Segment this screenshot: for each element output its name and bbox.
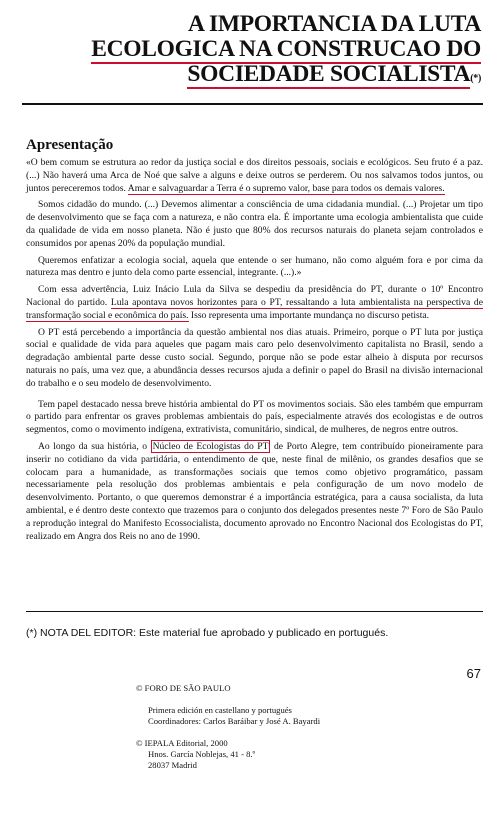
paragraph-1 [26,157,483,195]
article-title [21,12,481,91]
paragraph-1-highlight: Amar e salvaguardar a Terra é o supremo valor, base para todos os demais valores. [127,182,445,194]
paragraph-4-highlight: Lula apontava novos horizontes para o PT, ressaltando a luta ambientalista na perspectiva de transformação social e econômica do país. [26,296,483,321]
paragraph-6: Tem papel destacado nessa breve história ambiental do PT os movimentos sociais. São eles também que empurram o partido para enfrentar os graves problemas ambientais do país, especialmente através dos ecologistas e de outros segmentos, como o movimento indígena, extrativista, comunitário, sindical, de mulheres, de negros entre outros. [26,398,483,436]
paragraph-7 [26,441,483,543]
paragraph-4-text: Com essa advertência, Luiz Inácio Lula da Silva se despediu da presidência do PT, durante o 10º Encontro Nacional do partido. [26,284,483,308]
colophon-edition: Primera edición en castellano y portugués [148,705,292,715]
article-body [26,157,483,547]
colophon-copyright-foro: © FORO DE SÃO PAULO [136,683,231,693]
title-note-marker: (*) [470,73,481,84]
title-line-3-underlined: SOCIEDADE SOCIALISTA [187,61,471,87]
title-line-2 [21,37,481,62]
colophon-copyright-iepala: © IEPALA Editorial, 2000 [136,738,228,748]
colophon-address-city: 28037 Madrid [148,760,197,770]
paragraph-7-tail: de Porto Alegre, tem contribuído pioneiramente para inserir no cotidiano da vida partidária, o entendimento de que, neste final de milênio, os grandes desafios que se colocam para a humanidade, as transformações sociais que temos como objetivo programático, passam necessariamente pela resolução dos problemas ambientais e pela configuração de um novo modelo de desenvolvimento. Portanto, o que queremos demonstrar é a importância estratégica, para a causa socialista, da luta ambiental, e é dentro deste contexto que trazemos para o conjunto dos delegados presentes neste 7º Foro de São Paulo a reprodução integral do Manifesto Ecossocialista, documento aprovado no Encontro Nacional dos Ecologistas do PT, realizado em Angra dos Reis no ano de 1990. [26,440,484,542]
title-line-3 [21,62,481,91]
colophon-address-street: Hnos. García Noblejas, 41 - 8.º [148,749,256,759]
paragraph-7-text: Ao longo da sua história, o [38,440,151,452]
page-number: 67 [466,666,481,681]
paragraph-4 [26,284,483,322]
editor-note: (*) NOTA DEL EDITOR: Este material fue aprobado y publicado en portugués. [26,627,389,639]
paragraph-3: Queremos enfatizar a ecologia social, aquela que entende o ser humano, não como alguém fora e por cima da natureza mas dentro e junto dela como parte essencial, integrante. (...).» [26,254,483,279]
colophon-coordinators: Coordinadores: Carlos Baráibar y José A. Bayardi [148,716,321,726]
paragraph-7-boxed: Núcleo de Ecologistas do PT [152,440,269,452]
title-divider [22,103,483,105]
paragraph-4-tail: Isso representa uma importante mundança no discurso petista. [188,309,430,321]
section-heading: Apresentação [26,137,114,153]
paragraph-5: O PT está percebendo a importância da questão ambiental nos dias atuais. Primeiro, porque o PT luta por justiça social e qualidade de vida para aqueles que pagam mais caro pelo desenvolvimento capitalista no Brasil, sendo a degradação ambiental parte desse custo social. Segundo, porque não se pode estar alheio à disputa por recursos naturais no país, uma vez que, a abundância desses recursos ajuda a definir o papel do Brasil na divisão internacional do trabalho e o seu modelo de desenvolvimento. [26,326,483,389]
title-line-1: A IMPORTANCIA DA LUTA [188,11,481,37]
paragraph-2: Somos cidadão do mundo. (...) Devemos alimentar a consciência de uma cidadania mundial. (...) Projetar um tipo de desenvolvimento que se faça com a natureza, e não contra ela. É importante uma ecologia ambientalista que cuide da qualidade de vida em nosso planeta. Não é justo que 80% dos recursos naturais do planeta sejam controlados e consumidos por apenas 20% da população mundial. [26,199,483,249]
title-line-2-underlined: ECOLOGICA NA CONSTRUCAO DO [91,36,481,62]
colophon [136,683,320,771]
footnote-divider [26,611,483,612]
paragraph-1-text: «O bem comum se estrutura ao redor da justiça social e dos direitos pessoais, sociais e ecológicos. Seu fruto é a paz. (...) Não haverá uma Arca de Noé que salve a alguns e deixe outros se perderem. Ou nos salvamos todos juntos, ou juntos pereceremos todos. [26,157,483,194]
